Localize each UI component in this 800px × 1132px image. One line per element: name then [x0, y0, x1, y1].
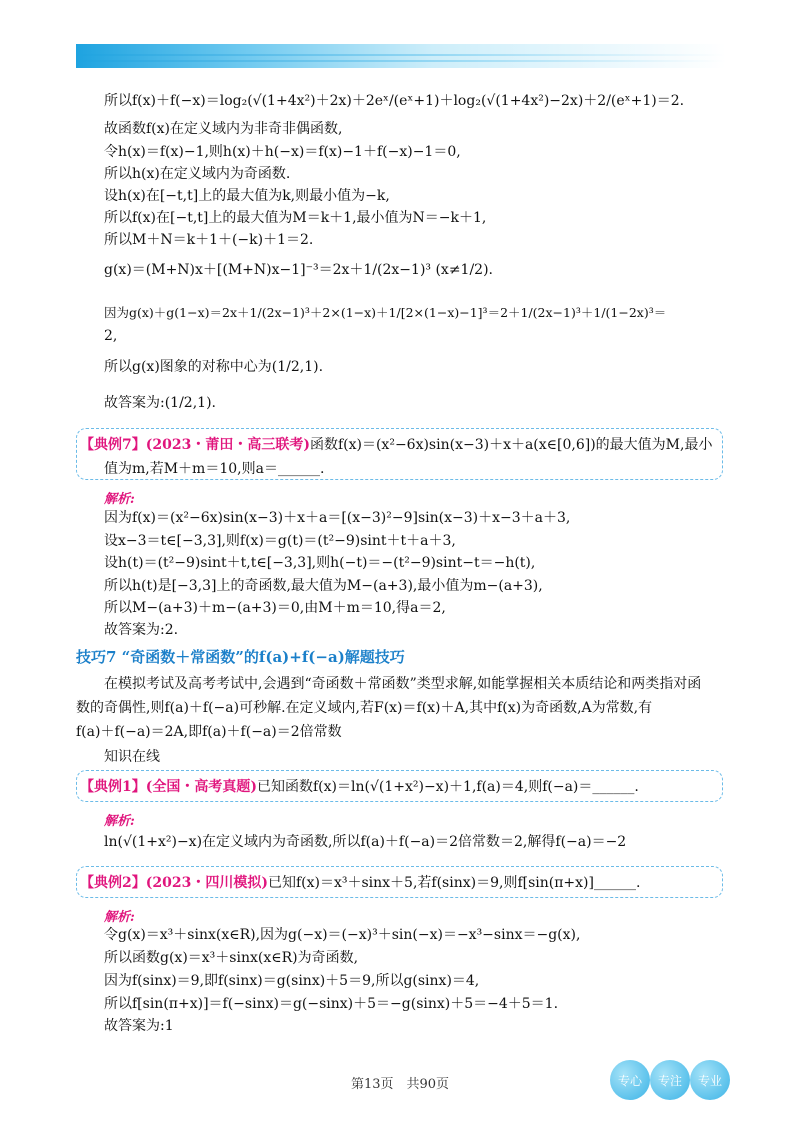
text-line: 故答案为:1 — [104, 1018, 174, 1034]
analysis-label: 解析: — [104, 910, 135, 925]
header-band — [76, 44, 726, 68]
example1-line — [80, 778, 639, 796]
text-line: 所以f(x)＋f(−x)＝log₂(√(1+4x²)＋2x)＋2eˣ/(eˣ+1)＋log₂(√(1+4x²)−2x)＋2/(eˣ+1)＝2. — [104, 93, 685, 109]
text-line: 因为f(sinx)＝9,即f(sinx)＝g(sinx)＋5＝9,所以g(sinx)＝4, — [104, 973, 480, 989]
intro-line: f(a)＋f(−a)＝2A,即f(a)＋f(−a)＝2倍常数 — [76, 724, 342, 740]
knowledge-title: 知识在线 — [104, 749, 160, 765]
text-line: 所以h(t)是[−3,3]上的奇函数,最大值为M−(a+3),最小值为m−(a+3), — [104, 578, 543, 594]
example-source: (2023・莆田・高三联考) — [145, 437, 310, 453]
text-line: ln(√(1+x²)−x)在定义域内为奇函数,所以f(a)＋f(−a)＝2倍常数＝2,解得f(−a)＝−2 — [104, 834, 627, 850]
text-line: 故答案为:(1/2,1). — [104, 395, 216, 411]
intro-line: 数的奇偶性,则f(a)＋f(−a)可秒解.在定义域内,若F(x)＝f(x)＋A,其中f(x)为奇函数,A为常数,有 — [76, 700, 653, 716]
example-tag: 【典例2】 — [80, 875, 146, 891]
text-line: 因为g(x)＋g(1−x)＝2x＋1/(2x−1)³＋2×(1−x)＋1/[2×(1−x)−1]³＝2＋1/(2x−1)³＋1/(1−2x)³＝ — [104, 305, 667, 320]
example-text: 已知f(x)＝x³＋sinx＋5,若f(sinx)＝9,则f[sin(π+x)]______. — [267, 875, 641, 891]
text-line: 故答案为:2. — [104, 622, 179, 638]
badge-zhuanzhu: 专注 — [650, 1060, 690, 1100]
text-line: 故函数f(x)在定义域内为非奇非偶函数, — [104, 121, 343, 137]
text-line: 所以M＋N＝k＋1＋(−k)＋1＝2. — [104, 232, 314, 248]
intro-line: 在模拟考试及高考考试中,会遇到“奇函数＋常函数”类型求解,如能掌握相关本质结论和两类指对函 — [104, 676, 702, 692]
example-tag: 【典例7】 — [80, 437, 146, 453]
text-line: 所以h(x)在定义域内为奇函数. — [104, 166, 291, 182]
text-line: g(x)＝(M+N)x＋[(M+N)x−1]⁻³＝2x＋1/(2x−1)³ (x≠1/2). — [104, 262, 493, 278]
example7-line1 — [80, 436, 712, 454]
text-line: 设x−3＝t∈[−3,3],则f(x)＝g(t)＝(t²−9)sint＋t＋a＋3, — [104, 533, 456, 549]
badge-zhuanye: 专业 — [690, 1060, 730, 1100]
example-source: (2023・四川模拟) — [145, 875, 268, 891]
badge-zhuanxin: 专心 — [610, 1060, 650, 1100]
example-tag: 【典例1】 — [80, 779, 146, 795]
page-number: 第13页 共90页 — [350, 1077, 450, 1092]
text-line: 所以f(x)在[−t,t]上的最大值为M＝k＋1,最小值为N＝−k＋1, — [104, 210, 487, 226]
text-line: 设h(t)＝(t²−9)sint＋t,t∈[−3,3],则h(−t)＝−(t²−9)sint−t＝−h(t), — [104, 555, 536, 571]
analysis-label: 解析: — [104, 814, 135, 829]
analysis-label: 解析: — [104, 492, 135, 507]
text-line: 2, — [104, 328, 118, 344]
text-line: 所以f[sin(π+x)]＝f(−sinx)＝g(−sinx)＋5＝−g(sinx)＋5＝−4＋5＝1. — [104, 996, 559, 1012]
example-text: 已知函数f(x)＝ln(√(1+x²)−x)＋1,f(a)＝4,则f(−a)＝______. — [257, 779, 639, 795]
text-line: 令g(x)＝x³＋sinx(x∈R),因为g(−x)＝(−x)³＋sin(−x)＝−x³−sinx＝−g(x), — [104, 927, 581, 943]
example2-line — [80, 874, 640, 892]
example-source: (全国・高考真题) — [145, 779, 257, 795]
text-line: 因为f(x)＝(x²−6x)sin(x−3)＋x＋a＝[(x−3)²−9]sin(x−3)＋x−3＋a＋3, — [104, 510, 571, 526]
section-heading: 技巧7 “奇函数＋常函数”的f(a)+f(−a)解题技巧 — [76, 648, 405, 666]
text-line: 所以函数g(x)＝x³＋sinx(x∈R)为奇函数, — [104, 950, 359, 966]
text-line: 设h(x)在[−t,t]上的最大值为k,则最小值为−k, — [104, 188, 390, 204]
text-line: 所以M−(a+3)＋m−(a+3)＝0,由M＋m＝10,得a＝2, — [104, 600, 446, 616]
example-text: 函数f(x)＝(x²−6x)sin(x−3)＋x＋a(x∈[0,6])的最大值为M,最小 — [309, 437, 713, 453]
text-line: 所以g(x)图象的对称中心为(1/2,1). — [104, 359, 324, 375]
example7-line2: 值为m,若M＋m＝10,则a＝______. — [104, 461, 325, 477]
text-line: 令h(x)＝f(x)−1,则h(x)＋h(−x)＝f(x)−1＋f(−x)−1＝0, — [104, 144, 461, 160]
